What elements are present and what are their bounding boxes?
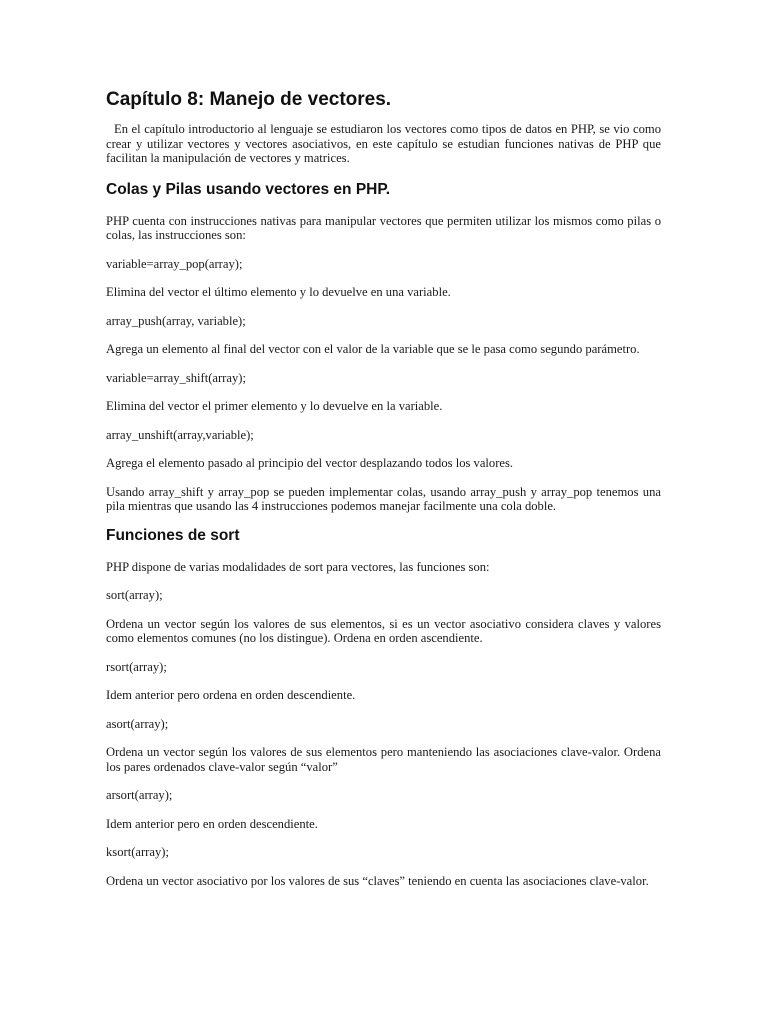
function-signature-asort: asort(array); [106, 716, 169, 731]
function-description: Elimina del vector el último elemento y lo devuelve en una variable. [106, 285, 451, 299]
function-signature-arsort: arsort(array); [106, 788, 173, 802]
function-description: Idem anterior pero ordena en orden descendiente. [106, 688, 356, 702]
function-description: Ordena un vector asociativo por los valores de sus “claves” teniendo en cuenta las asociaciones clave-valor. [106, 873, 649, 888]
function-description: Ordena un vector según los valores de sus elementos, si es un vector asociativo considera claves y valores como elementos comunes (no los distingue). Ordena en orden ascendiente. [106, 616, 661, 645]
closing-paragraph: Usando array_shift y array_pop se pueden implementar colas, usando array_push y array_pop tenemos una pila mientras que usando las 4 instrucciones podemos manejar facilmente una cola doble. [106, 484, 661, 513]
function-signature-rsort: rsort(array); [106, 659, 167, 674]
section-heading-colas-pilas: Colas y Pilas usando vectores en PHP. [106, 180, 391, 198]
paragraph: PHP dispone de varias modalidades de sort para vectores, las funciones son: [106, 559, 490, 574]
function-signature-sort: sort(array); [106, 588, 163, 602]
function-description: Ordena un vector según los valores de sus elementos pero manteniendo las asociaciones clave-valor. Ordena los pares ordenados clave-valor según “valor” [106, 745, 661, 774]
section-heading-sort: Funciones de sort [106, 526, 240, 544]
paragraph: PHP cuenta con instrucciones nativas para manipular vectores que permiten utilizar los mismos como pilas o colas, las instrucciones son: [106, 213, 661, 242]
function-description: Agrega el elemento pasado al principio del vector desplazando todos los valores. [106, 456, 514, 470]
document-page [106, 88, 661, 888]
function-signature-array-push: array_push(array, variable); [106, 313, 246, 328]
function-signature-array-unshift: array_unshift(array,variable); [106, 427, 254, 442]
function-signature-array-pop: variable=array_pop(array); [106, 256, 243, 271]
intro-paragraph: En el capítulo introductorio al lenguaje se estudiaron los vectores como tipos de datos en PHP, se vio como crear y utilizar vectores y vectores asociativos, en este capítulo se estudian funciones nativas de PHP que facilitan la manipulación de vectores y matrices. [106, 122, 661, 165]
function-description: Elimina del vector el primer elemento y lo devuelve en la variable. [106, 399, 443, 413]
function-description: Agrega un elemento al final del vector con el valor de la variable que se le pasa como segundo parámetro. [106, 342, 640, 356]
function-signature-array-shift: variable=array_shift(array); [106, 370, 246, 385]
chapter-title: Capítulo 8: Manejo de vectores. [106, 89, 392, 110]
function-signature-ksort: ksort(array); [106, 845, 169, 859]
function-description: Idem anterior pero en orden descendiente. [106, 816, 318, 831]
